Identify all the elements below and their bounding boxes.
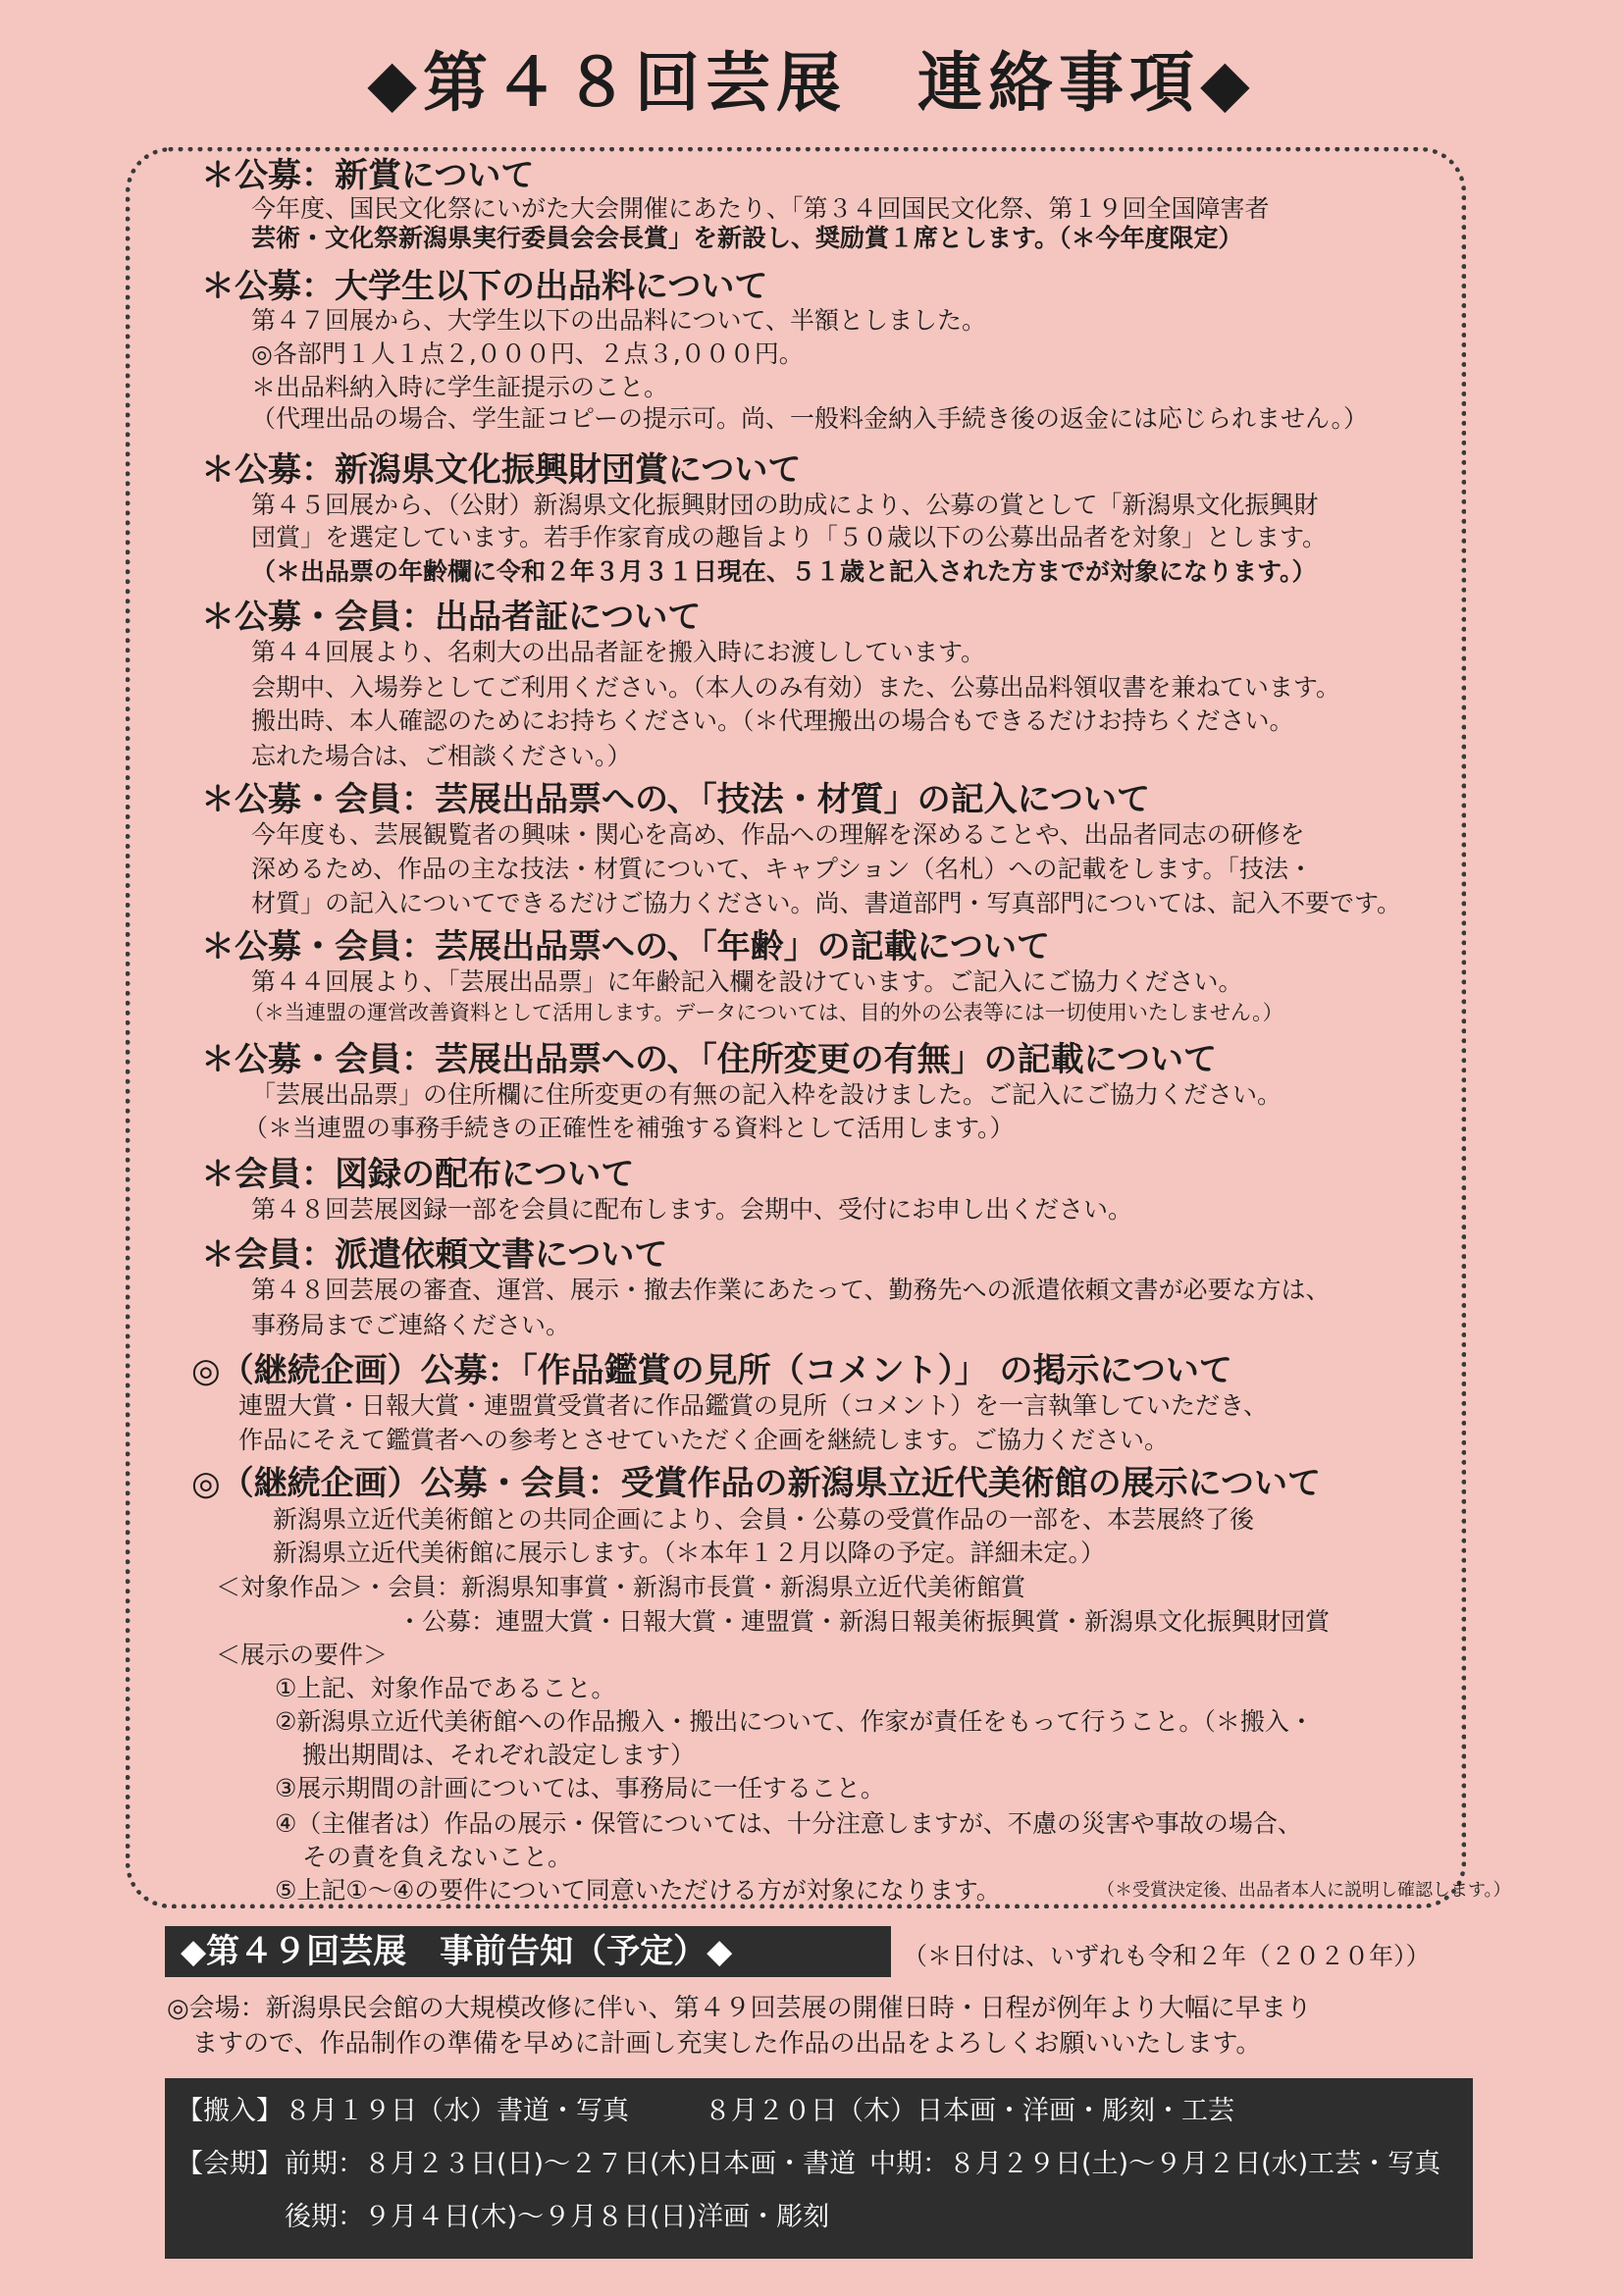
section-text: 連盟大賞・日報大賞・連盟賞受賞者に作品鑑賞の見所（コメント）を一言執筆していただき、 [238,1391,1269,1420]
section-text: 第４８回芸展図録一部を会員に配布します。会期中、受付にお申し出ください。 [251,1195,1133,1224]
section-text: ③展示期間の計画については、事務局に一任すること。 [275,1774,885,1802]
section-text: （＊当連盟の事務手続きの正確性を補強する資料として活用します。） [243,1114,1015,1142]
notice-text: ◎会場：新潟県民会館の大規模改修に伴い、第４９回芸展の開催日時・日程が例年より大幅に早まり [167,1994,1312,2023]
section-heading: ＊公募：新賞について [201,156,535,195]
section-text: （＊受賞決定後、出品者本人に説明し確認します。） [1097,1880,1511,1901]
kaiki-early: 前期：８月２３日(日)～２７日(木)日本画・書道 [285,2149,857,2179]
section-text: 第４８回芸展の審査、運営、展示・撤去作業にあたって、勤務先への派遣依頼文書が必要な方は、 [251,1276,1331,1304]
section-text: 会期中、入場券としてご利用ください。（本人のみ有効）また、公募出品料領収書を兼ねています。 [251,673,1340,702]
section-text: 第４７回展から、大学生以下の出品料について、半額としました。 [251,306,987,335]
hannyu-date-2: ８月２０日（木）日本画・洋画・彫刻・工芸 [705,2096,1234,2126]
section-heading: ＊公募・会員：芸展出品票への、「年齢」の記載について [201,927,1050,966]
section-text: 事務局までご連絡ください。 [251,1311,571,1339]
section-text: ①上記、対象作品であること。 [275,1674,616,1702]
kaiki-middle: 中期：８月２９日(土)～９月２日(水)工芸・写真 [869,2149,1441,2179]
section-text: ⑤上記①～④の要件について同意いただける方が対象になります。 [275,1876,1001,1905]
section-text: ◎各部門１人１点２,０００円、２点３,０００円。 [251,339,804,368]
section-heading: ＊公募・会員：芸展出品票への、「技法・材質」の記入について [201,780,1150,819]
section-heading: ＊公募：大学生以下の出品料について [201,267,768,306]
section-text: その責を負えないこと。 [302,1843,573,1871]
section-text: 第４４回展より、「芸展出品票」に年齢記入欄を設けています。ご記入にご協力ください。 [251,967,1243,996]
next-exhibition-banner: ◆第４９回芸展 事前告知（予定）◆ [165,1926,891,1977]
hannyu-label: 【搬入】 [177,2096,283,2126]
section-text: 深めるため、作品の主な技法・材質について、キャプション（名札）への記載をします。「技法・ [251,855,1314,883]
hannyu-date-1: ８月１９日（水）書道・写真 [285,2096,629,2126]
kaiki-label: 【会期】 [177,2149,283,2179]
schedule-box [165,2078,1473,2259]
section-text: （＊出品票の年齢欄に令和２年３月３１日現在、５１歳と記入された方までが対象になります。） [251,557,1317,586]
notice-text: ますので、作品制作の準備を早めに計画し充実した作品の出品をよろしくお願いいたします。 [192,2029,1262,2059]
section-text: 今年度も、芸展観覧者の興味・関心を高め、作品への理解を深めることや、出品者同志の研修を [251,820,1305,849]
section-text: ④（主催者は）作品の展示・保管については、十分注意しますが、不慮の災害や事故の場合、 [275,1809,1302,1838]
section-heading: ◎（継続企画）公募・会員：受賞作品の新潟県立近代美術館の展示について [191,1464,1321,1503]
section-text: 新潟県立近代美術館との共同企画により、会員・公募の受賞作品の一部を、本芸展終了後 [273,1505,1255,1534]
section-text: 搬出時、本人確認のためにお持ちください。（＊代理搬出の場合もできるだけお持ちください。 [251,706,1294,735]
section-text: ＜展示の要件＞ [216,1641,389,1669]
page-title: ◆第４８回芸展 連絡事項◆ [367,45,1256,121]
section-text: 芸術・文化祭新潟県実行委員会会長賞」を新設し、奨励賞１席とします。（＊今年度限定） [251,224,1243,252]
section-heading: ＊公募・会員：芸展出品票への、「住所変更の有無」の記載について [201,1040,1217,1079]
section-heading: ＊公募・会員：出品者証について [201,598,702,637]
section-text: 忘れた場合は、ご相談ください。） [251,742,632,770]
section-heading: ◎（継続企画）公募：「作品鑑賞の見所（コメント）」 の掲示について [191,1351,1232,1390]
section-text: （＊当連盟の運営改善資料として活用します。データについては、目的外の公表等には一切使用いたしません。） [243,1001,1283,1024]
section-text: 材質」の記入についてできるだけご協力ください。尚、書道部門・写真部門については、記入不要です。 [251,889,1402,917]
section-heading: ＊会員：図録の配布について [201,1155,635,1194]
section-text: （代理出品の場合、学生証コピーの提示可。尚、一般料金納入手続き後の返金には応じられません。） [251,404,1369,433]
kaiki-late: 後期：９月４日(木)～９月８日(日)洋画・彫刻 [285,2202,830,2232]
section-text: ・公募：連盟大賞・日報大賞・連盟賞・新潟日報美術振興賞・新潟県文化振興財団賞 [397,1607,1331,1636]
section-text: 第４４回展より、名刺大の出品者証を搬入時にお渡ししています。 [251,638,986,666]
section-text: 搬出期間は、それぞれ設定します） [302,1741,696,1769]
section-text: 作品にそえて鑑賞者への参考とさせていただく企画を継続します。ご協力ください。 [238,1426,1170,1454]
section-text: 今年度、国民文化祭にいがた大会開催にあたり、「第３４回国民文化祭、第１９回全国障害者 [251,194,1270,223]
section-text: 「芸展出品票」の住所欄に住所変更の有無の記入枠を設けました。ご記入にご協力ください。 [251,1080,1283,1109]
section-text: ＜対象作品＞・会員：新潟県知事賞・新潟市長賞・新潟県立近代美術館賞 [216,1573,1026,1601]
date-note: （＊日付は、いずれも令和２年（２０２０年）） [903,1942,1431,1970]
section-heading: ＊公募：新潟県文化振興財団賞について [201,450,802,490]
section-text: ＊出品料納入時に学生証提示のこと。 [251,373,669,401]
section-heading: ＊会員：派遣依頼文書について [201,1235,668,1275]
section-text: ②新潟県立近代美術館への作品搬入・搬出について、作家が責任をもって行うこと。（＊搬入・ [275,1707,1314,1736]
section-text: 第４５回展から、（公財）新潟県文化振興財団の助成により、公募の賞として「新潟県文化振興財 [251,491,1319,519]
section-text: 団賞」を選定しています。若手作家育成の趣旨より「５０歳以下の公募出品者を対象」とします。 [251,523,1328,551]
section-text: 新潟県立近代美術館に展示します。（＊本年１２月以降の予定。詳細未定。） [273,1539,1106,1567]
